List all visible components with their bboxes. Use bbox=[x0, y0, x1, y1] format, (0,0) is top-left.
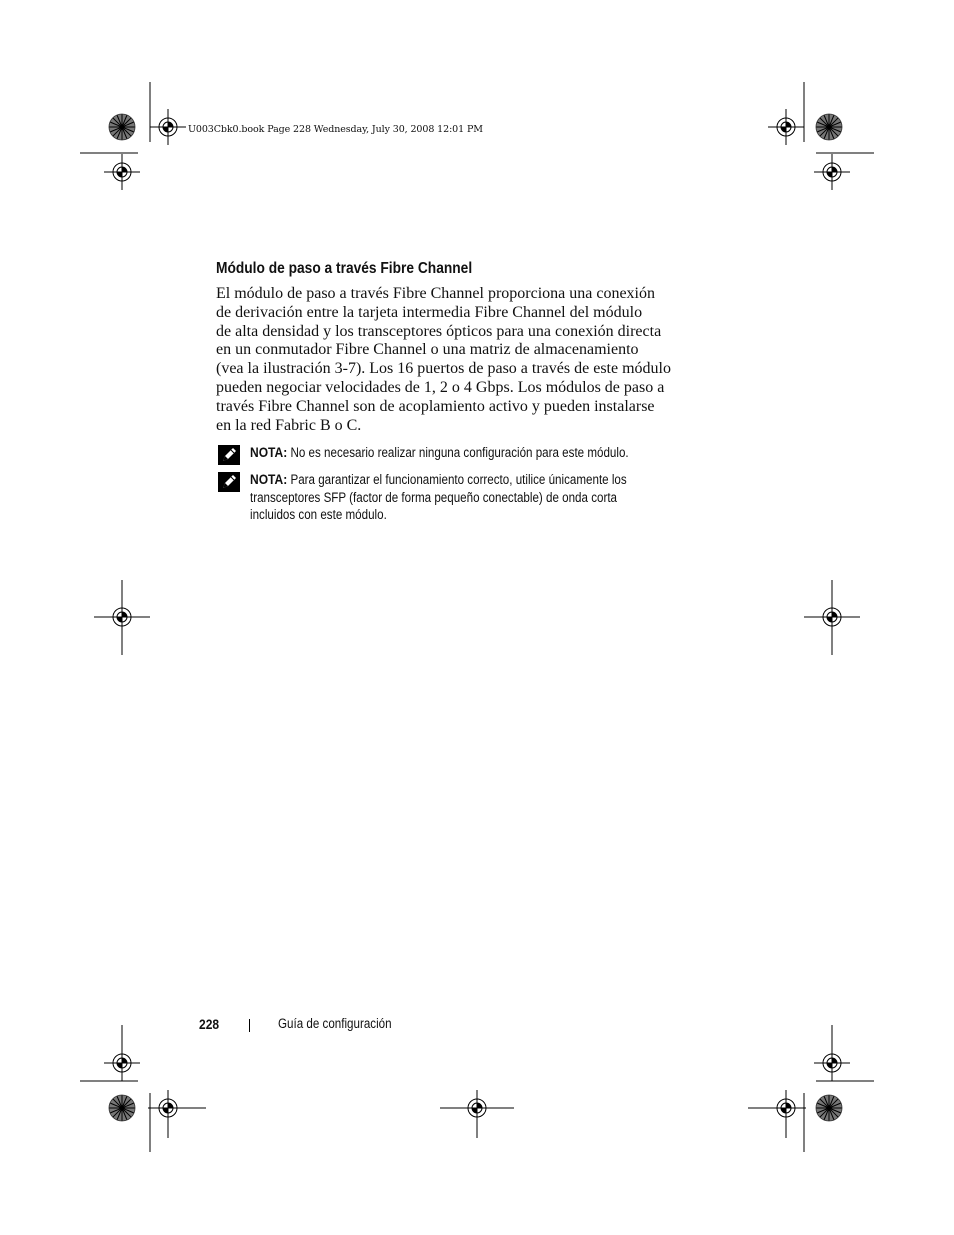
note-line: No es necesario realizar ninguna configuración para este módulo. bbox=[290, 445, 629, 460]
note-line: Para garantizar el funcionamiento correcto, utilice únicamente los bbox=[290, 472, 627, 487]
print-slug: U003Cbk0.book Page 228 Wednesday, July 30, 2008 12:01 PM bbox=[188, 124, 483, 135]
body-line: pueden negociar velocidades de 1, 2 o 4 Gbps. Los módulos de paso a bbox=[216, 378, 665, 396]
note-label: NOTA: bbox=[250, 471, 288, 487]
body-paragraph bbox=[216, 285, 686, 435]
footer-divider bbox=[249, 1019, 250, 1032]
note-line: incluidos con este módulo. bbox=[250, 507, 387, 522]
section-title: Módulo de paso a través Fibre Channel bbox=[216, 260, 473, 277]
body-line: en un conmutador Fibre Channel o una matriz de almacenamiento bbox=[216, 341, 639, 359]
note-label: NOTA: bbox=[250, 444, 288, 460]
body-line: (vea la ilustración 3-7). Los 16 puertos de paso a través de este módulo bbox=[216, 360, 671, 378]
note-1 bbox=[218, 444, 678, 466]
footer-doc-title: Guía de configuración bbox=[278, 1016, 392, 1031]
body-line: en la red Fabric B o C. bbox=[216, 416, 362, 434]
body-line: través Fibre Channel son de acoplamiento activo y pueden instalarse bbox=[216, 397, 655, 415]
note-pencil-icon bbox=[218, 445, 240, 465]
note-line: transceptores SFP (factor de forma pequeño conectable) de onda corta bbox=[250, 489, 618, 505]
page-number: 228 bbox=[199, 1016, 220, 1032]
note-pencil-icon bbox=[218, 472, 240, 492]
note-text bbox=[250, 471, 697, 524]
note-text bbox=[250, 444, 697, 462]
note-2 bbox=[218, 471, 678, 527]
body-line: de derivación entre la tarjeta intermedia Fibre Channel del módulo bbox=[216, 303, 643, 321]
body-line: de alta densidad y los transceptores ópticos para una conexión directa bbox=[216, 322, 662, 340]
body-line: El módulo de paso a través Fibre Channel proporciona una conexión bbox=[216, 285, 655, 302]
